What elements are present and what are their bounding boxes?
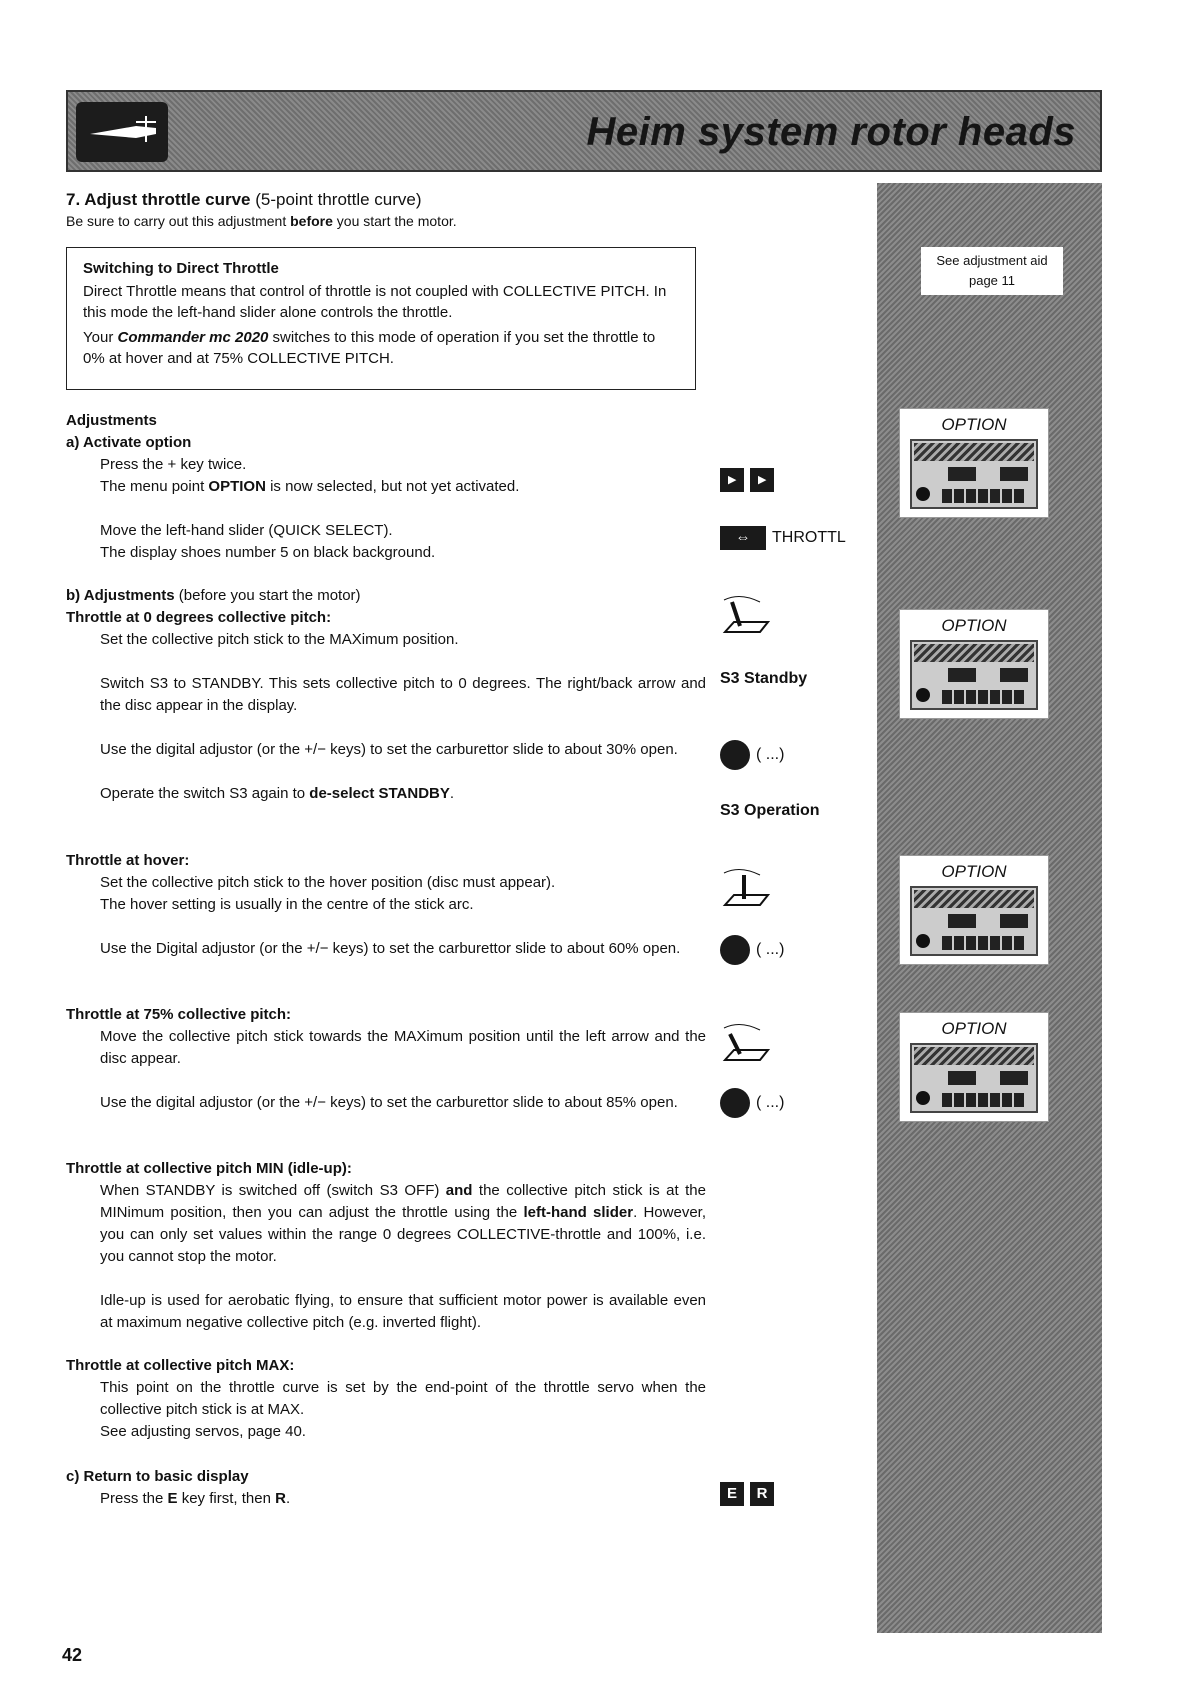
plus-keys-icon: ▸ ▸ xyxy=(720,468,774,492)
direct-throttle-box: Switching to Direct Throttle Direct Throttle means that control of throttle is not coupled with COLLECTIVE PITCH. In this mode the left-hand slider alone controls the throttle. Your Commander mc 2020 switches to this mode of operation if you set the throttle to 0% at hover and at 75% COLLECTIVE PITCH. xyxy=(66,247,696,390)
throttle-hover: Throttle at hover: Set the collective pitch stick to the hover position (disc must appear). The hover setting is usually in the centre of the stick arc. Use the Digital adjustor (or the +/− keys) to set the carburettor slide to about 60% open. xyxy=(66,852,681,957)
stick-max-icon xyxy=(720,592,770,642)
sidebar xyxy=(877,183,1102,1633)
throttle-slider-icon: ⇔ THROTTL xyxy=(720,526,846,550)
helicopter-logo-icon xyxy=(76,102,168,162)
e-r-keys-icon: E R xyxy=(720,1482,774,1506)
option-display: OPTION xyxy=(899,855,1049,965)
lcd-screen xyxy=(910,886,1038,956)
section-7-heading: 7. Adjust throttle curve (5-point throttle curve) Be sure to carry out this adjustment before you start the motor. xyxy=(66,190,457,229)
throttle-min: Throttle at collective pitch MIN (idle-up): When STANDBY is switched off (switch S3 OFF) and the collective pitch stick is at the MINimum position, then you can adjust the throttle using the left-hand slider. However, you can only set values within the range 0 degrees COLLECTIVE-throttle and 100%, i.e. you cannot stop the motor. Idle-up is used for aerobatic flying, to ensure that sufficient motor power is available even at maximum negative collective pitch (e.g. inverted flight). xyxy=(66,1160,706,1331)
digital-adjustor-icon: ( ...) xyxy=(720,1088,784,1118)
digital-adjustor-icon: ( ...) xyxy=(720,935,784,965)
option-display: OPTION xyxy=(899,408,1049,518)
adjustment-aid-note: See adjustment aid page 11 xyxy=(921,247,1063,295)
throttle-max: Throttle at collective pitch MAX: This point on the throttle curve is set by the end-point of the throttle servo when the collective pitch stick is at MAX. See adjusting servos, page 40. xyxy=(66,1357,706,1440)
throttle-75: Throttle at 75% collective pitch: Move the collective pitch stick towards the MAXimum position until the left arrow and the disc appear. Use the digital adjustor (or the +/− keys) to set the carburettor slide to about 85% open. xyxy=(66,1006,706,1111)
stick-75-icon xyxy=(720,1020,770,1070)
lcd-screen xyxy=(910,640,1038,710)
s3-standby-label: S3 Standby xyxy=(720,670,808,687)
page-number: 42 xyxy=(62,1645,83,1665)
page-title: Heim system rotor heads xyxy=(586,110,1076,154)
option-display: OPTION xyxy=(899,609,1049,719)
lcd-screen xyxy=(910,1043,1038,1113)
stick-hover-icon xyxy=(720,865,770,915)
return-basic: c) Return to basic display Press the E key first, then R. xyxy=(66,1468,291,1507)
page-header xyxy=(66,90,1102,172)
lcd-screen xyxy=(910,439,1038,509)
digital-adjustor-icon: ( ...) xyxy=(720,740,784,770)
adjust-b: b) Adjustments (before you start the motor) Throttle at 0 degrees collective pitch: Set the collective pitch stick to the MAXimum position. Switch S3 to STANDBY. This sets collective pitch to 0 degrees. The right/back arrow and the disc appear in the display. Use the digital adjustor (or the +/− keys) to set the carburettor slide to about 30% open. Operate the switch S3 again to de-select STANDBY. xyxy=(66,587,706,802)
option-display: OPTION xyxy=(899,1012,1049,1122)
s3-operation-label: S3 Operation xyxy=(720,802,820,819)
adjust-a: Adjustments a) Activate option Press the + key twice. The menu point OPTION is now selected, but not yet activated. Move the left-hand slider (QUICK SELECT). The display shoes number 5 on black background. xyxy=(66,412,520,561)
